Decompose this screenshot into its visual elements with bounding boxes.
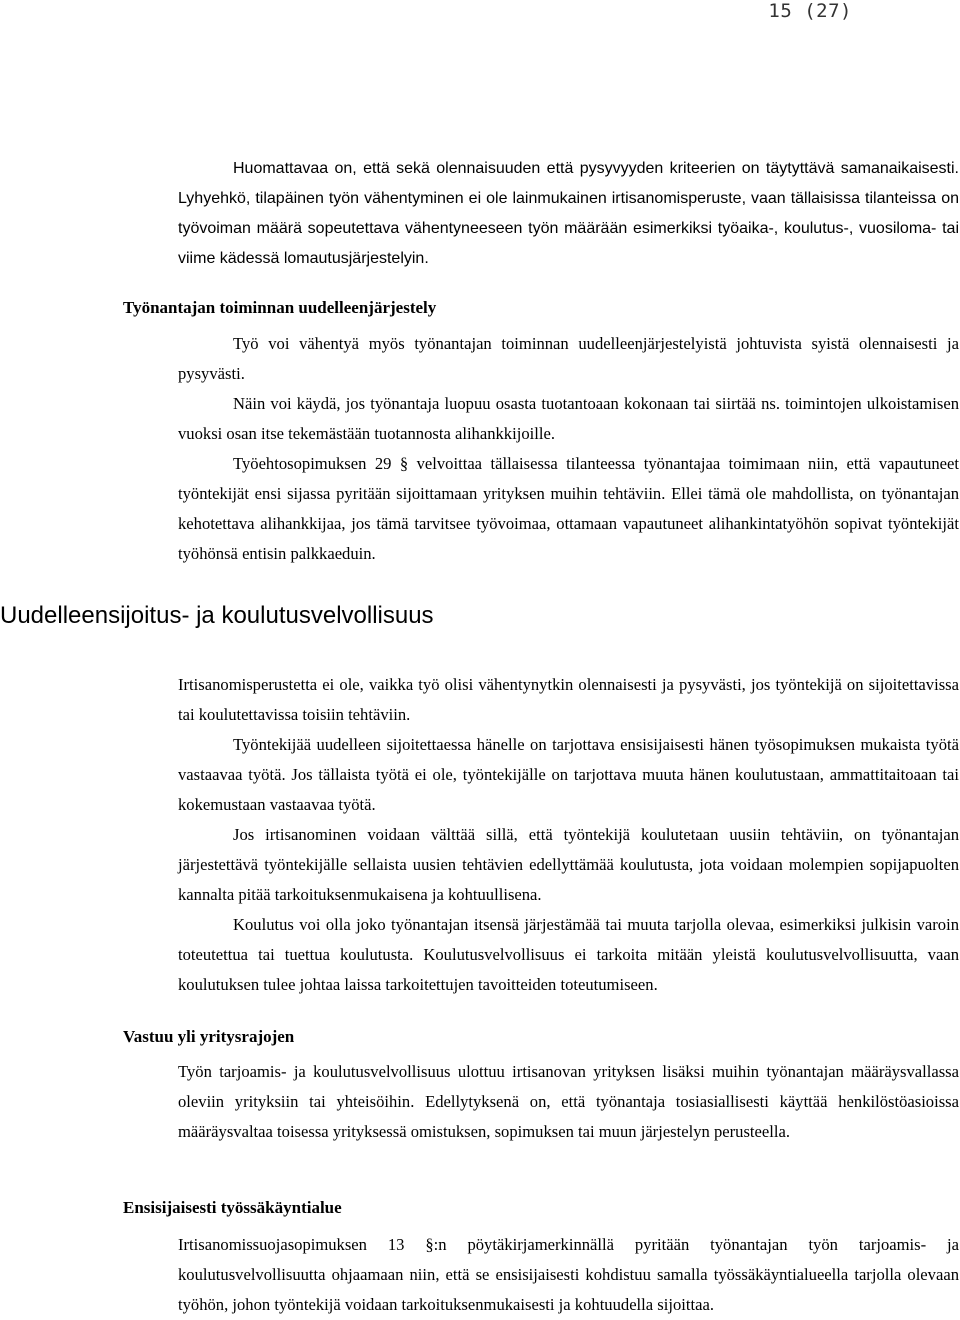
section2-paragraph-2: Työntekijää uudelleen sijoitettaessa hänelle on tarjottava ensisijaisesti hänen työsopimuksen mukaista työtä vastaavaa työtä. Jos tällaista työtä ei ole, työntekijälle on tarjottava muuta hänen koulutustaan, ammattitaitoaan tai kokemustaan vastaavaa työtä. <box>178 735 959 814</box>
section2-paragraph-3: Jos irtisanominen voidaan välttää sillä, että työntekijä koulutetaan uusiin tehtäviin, on työnantajan järjestettävä työntekijälle sellaista uusien tehtävien edellyttämää koulutusta, jota voidaan molempien sopijapuolten kannalta pitää tarkoituksenmukaisena ja kohtuullisena. <box>178 825 959 904</box>
section2-paragraph-1: Irtisanomisperustetta ei ole, vaikka työ olisi vähentynytkin olennaisesti ja pysyvästi, jos työntekijä on sijoitettavissa tai koulutettavissa toisiin tehtäviin. <box>178 675 959 724</box>
section-heading-relocation-training: Uudelleensijoitus- ja koulutusvelvollisuus <box>0 602 434 629</box>
section-heading-cross-company: Vastuu yli yritysrajojen <box>123 1027 295 1046</box>
intro-paragraph: Huomattavaa on, että sekä olennaisuuden että pysyvyyden kriteerien on täytyttävä samanaikaisesti. Lyhyehkö, tilapäinen työn vähentyminen ei ole lainmukainen irtisanomisperuste, vaan tällaisissa tilanteissa on työvoiman määrä sopeutettava vähentyneeseen työn määrään esimerkiksi työaika-, koulutus-, vuosiloma- tai viime kädessä lomautusjärjestelyin. <box>178 160 959 267</box>
section1-paragraph-3: Työehtosopimuksen 29 § velvoittaa tällaisessa tilanteessa työnantajaa toimimaan niin, että vapautuneet työntekijät ensi sijassa pyritään sijoittamaan yrityksen muihin tehtäviin. Ellei tämä ole mahdollista, on työnantajan kehotettava alihankkijaa, jos tämä tarvitsee työvoimaa, ottamaan vapautuneet alihankintatyöhön sopivat työntekijät työhönsä entisin palkkaeduin. <box>178 454 959 563</box>
page-number: 15 (27) <box>768 0 852 22</box>
section3-body <box>178 1057 959 1147</box>
intro-block <box>178 154 959 274</box>
section2-body <box>178 670 959 1000</box>
section4-body <box>178 1230 959 1320</box>
section4-paragraph-1: Irtisanomissuojasopimuksen 13 §:n pöytäkirjamerkinnällä pyritään työnantajan työn tarjoamis- ja koulutusvelvollisuutta ohjaamaan niin, että se ensisijaisesti kohdistuu samalla työssäkäyntialueella tarjolla olevaan työhön, johon työntekijä voidaan tarkoituksenmukaisesti ja kohtuudella sijoittaa. <box>178 1235 959 1314</box>
section1-paragraph-2: Näin voi käydä, jos työnantaja luopuu osasta tuotantoaan kokonaan tai siirtää ns. toimintojen ulkoistamisen vuoksi osan itse tekemästään tuotannosta alihankkijoille. <box>178 394 959 443</box>
section-heading-reorganization: Työnantajan toiminnan uudelleenjärjestely <box>123 298 437 317</box>
section-heading-commuting-area: Ensisijaisesti työssäkäyntialue <box>123 1198 342 1217</box>
section1-paragraph-1: Työ voi vähentyä myös työnantajan toiminnan uudelleenjärjestelyistä johtuvista syistä olennaisesti ja pysyvästi. <box>178 334 959 383</box>
section2-paragraph-4: Koulutus voi olla joko työnantajan itsensä järjestämää tai muuta tarjolla olevaa, esimerkiksi julkisin varoin toteutettua tai tuettua koulutusta. Koulutusvelvollisuus ei tarkoita mitään yleistä koulutusvelvollisuutta, vaan koulutuksen tulee johtaa laissa tarkoitettujen tavoitteiden toteutumiseen. <box>178 915 959 994</box>
section1-body <box>178 329 959 569</box>
section3-paragraph-1: Työn tarjoamis- ja koulutusvelvollisuus ulottuu irtisanovan yrityksen lisäksi muihin työnantajan määräysvallassa oleviin yrityksiin tai yhteisöihin. Edellytyksenä on, että työnantaja tosiasiallisesti käyttää henkilöstöasioissa määräysvaltaa toisessa yrityksessä omistuksen, sopimuksen tai muun järjestelyn perusteella. <box>178 1062 959 1141</box>
